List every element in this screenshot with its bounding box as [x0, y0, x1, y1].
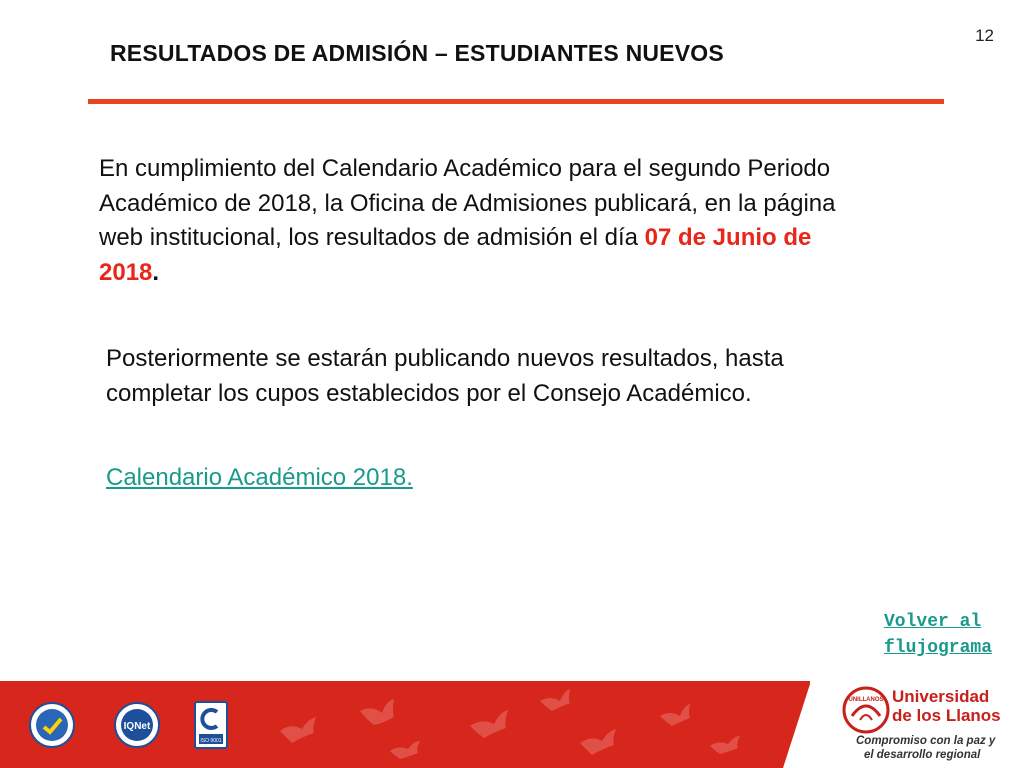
university-name-line-2: de los Llanos: [892, 706, 1001, 725]
bird-icon: [660, 704, 690, 726]
iqnet-label: IQNet: [123, 721, 151, 732]
page-number: 12: [975, 26, 994, 45]
bird-icon: [280, 717, 316, 743]
certification-logo-2: [113, 700, 161, 750]
bird-icon: [360, 699, 394, 725]
university-seal-icon: [842, 686, 890, 734]
university-name-line-1: Universidad: [892, 687, 990, 706]
university-logo: [842, 684, 1017, 768]
motto-line-2: el desarrollo regional: [864, 749, 981, 761]
bird-icon: [390, 741, 420, 759]
seal-text: UNILLANOS: [848, 697, 884, 703]
back-link-line-2: flujograma: [884, 638, 993, 658]
bird-icon: [580, 729, 616, 755]
certification-logo-1: [28, 700, 76, 750]
bird-icon: [470, 710, 508, 738]
title-divider: [88, 99, 944, 104]
followup-paragraph: Posteriormente se estarán publicando nuevos resultados, hasta completar los cupos establecidos por el Consejo Académico.: [106, 345, 784, 407]
page-title: RESULTADOS DE ADMISIÓN – ESTUDIANTES NUEVOS: [110, 40, 724, 66]
admission-paragraph-end: .: [152, 258, 160, 286]
admission-paragraph: [99, 152, 859, 290]
admission-date-highlight: 07 de Junio de 2018: [99, 224, 812, 286]
back-link-line-1: Volver al: [884, 612, 982, 632]
back-to-flowchart-link[interactable]: [884, 609, 992, 661]
calendar-link[interactable]: Calendario Académico 2018.: [106, 464, 413, 491]
university-motto: [856, 734, 1016, 762]
bird-icon: [540, 689, 570, 711]
bird-silhouettes-decoration: [240, 681, 780, 768]
university-name: [892, 687, 1022, 725]
iso-label: ISO 9001: [200, 738, 222, 744]
motto-line-1: Compromiso con la paz y: [856, 735, 996, 747]
certification-logo-3: [194, 700, 228, 750]
bird-icon: [710, 736, 740, 754]
admission-paragraph-text: En cumplimiento del Calendario Académico para el segundo Periodo Académico de 2018, la Oficina de Admisiones publicará, en la página web institucional, los resultados de admisión el día: [99, 155, 836, 251]
